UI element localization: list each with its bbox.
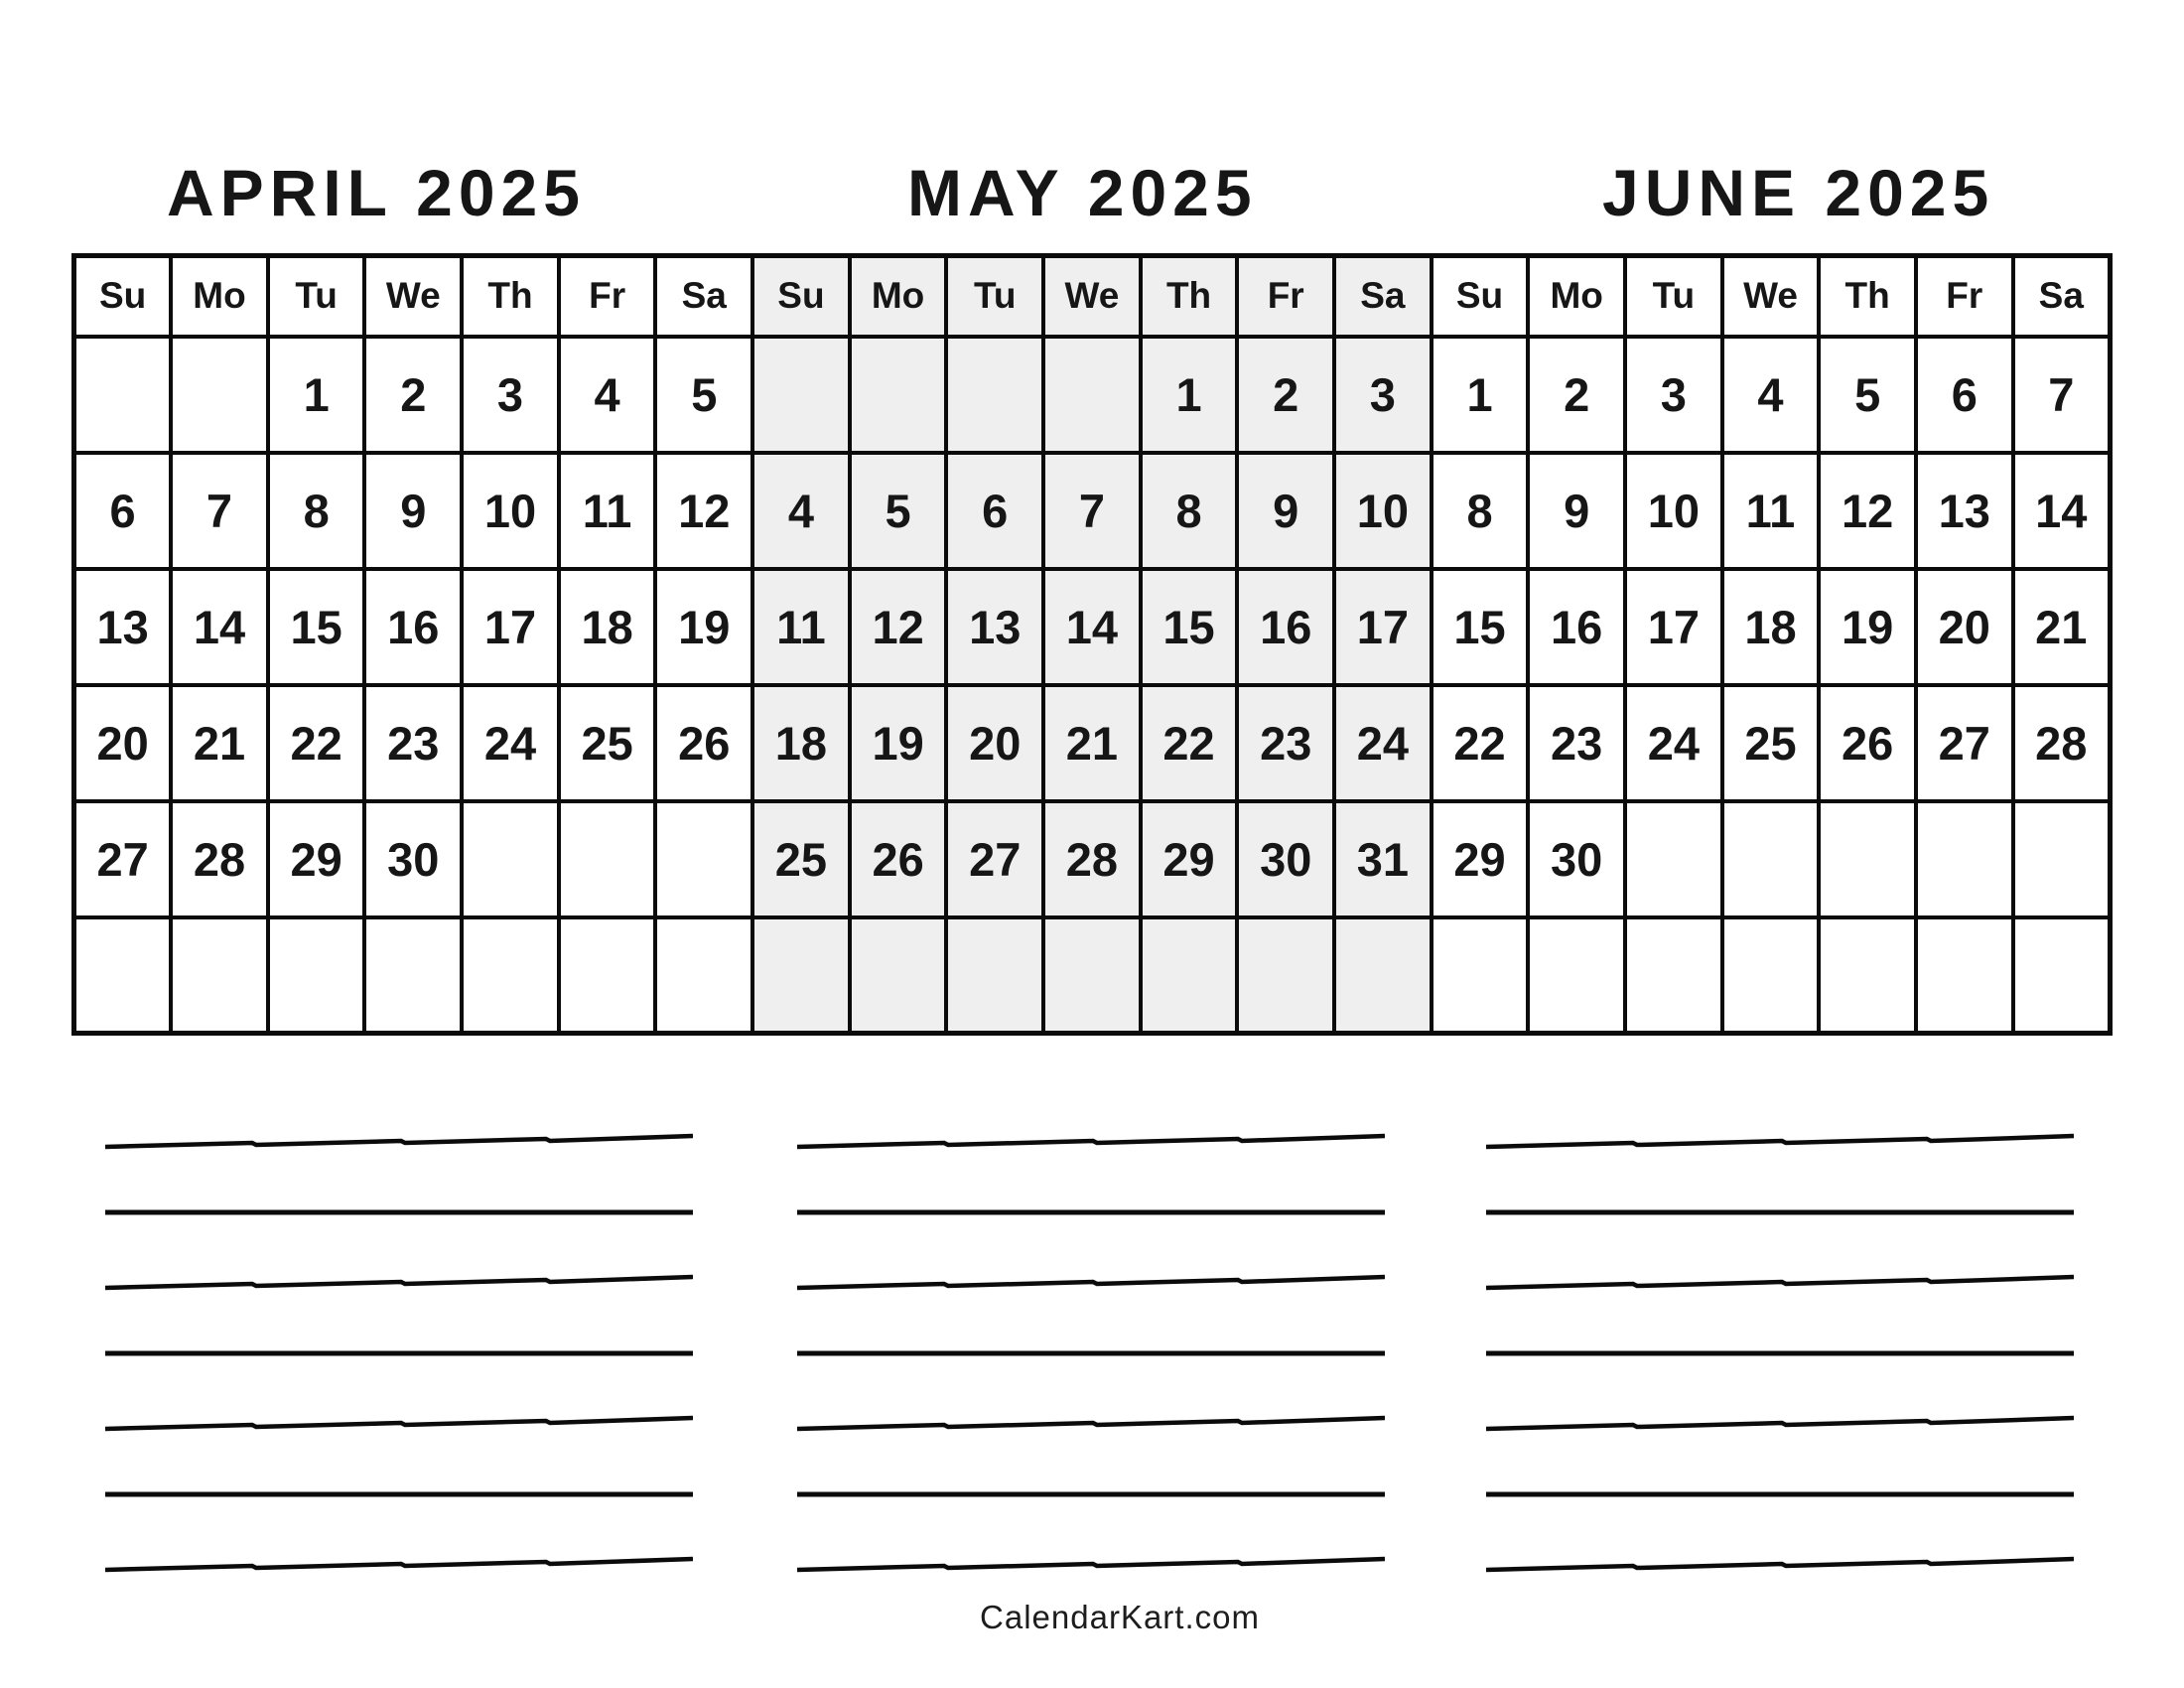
empty-date-cell [462,801,559,917]
weekday-header-cell: We [364,256,462,337]
date-cell: 17 [462,569,559,685]
weekday-header-cell: Tu [268,256,365,337]
weekday-header-cell: Mo [1528,256,1625,337]
date-cell: 9 [364,453,462,569]
date-cell: 4 [752,453,850,569]
date-cell: 27 [946,801,1043,917]
date-cell: 22 [1432,685,1529,801]
date-cell: 6 [1916,337,2013,453]
date-cell: 19 [1819,569,1916,685]
date-cell: 10 [1334,453,1432,569]
date-cell: 20 [946,685,1043,801]
empty-date-cell [752,917,850,1034]
date-cell: 14 [1043,569,1141,685]
empty-date-cell [946,917,1043,1034]
empty-date-cell [2013,917,2111,1034]
date-cell: 2 [1528,337,1625,453]
empty-date-cell [1916,917,2013,1034]
note-line [1486,1277,2074,1288]
weekday-header-cell: Th [1141,256,1238,337]
note-line [797,1559,1385,1570]
date-cell: 14 [2013,453,2111,569]
date-cell: 11 [559,453,656,569]
empty-date-cell [364,917,462,1034]
date-cell: 17 [1625,569,1722,685]
empty-date-cell [1625,917,1722,1034]
date-cell: 3 [1334,337,1432,453]
empty-date-cell [1819,801,1916,917]
note-line [797,1136,1385,1147]
date-cell: 7 [171,453,268,569]
date-cell: 13 [74,569,172,685]
date-cell: 12 [1819,453,1916,569]
date-cell: 30 [1237,801,1334,917]
weekday-header-cell: We [1722,256,1820,337]
notes-lines-june [1486,1127,2074,1574]
empty-date-cell [462,917,559,1034]
empty-date-cell [752,337,850,453]
empty-date-cell [946,337,1043,453]
date-cell: 5 [850,453,947,569]
note-line [105,1559,693,1570]
date-cell: 15 [268,569,365,685]
empty-date-cell [1237,917,1334,1034]
weekday-header-cell: Fr [1237,256,1334,337]
note-line [105,1418,693,1429]
date-cell: 19 [655,569,752,685]
empty-date-cell [171,917,268,1034]
date-cell: 1 [1432,337,1529,453]
date-cell: 14 [171,569,268,685]
date-cell: 30 [1528,801,1625,917]
date-cell: 16 [364,569,462,685]
date-cell: 21 [2013,569,2111,685]
date-cell: 29 [1141,801,1238,917]
weekday-header-cell: Th [1819,256,1916,337]
date-cell: 8 [268,453,365,569]
date-cell: 28 [2013,685,2111,801]
empty-date-cell [74,337,172,453]
date-cell: 29 [268,801,365,917]
date-cell: 27 [1916,685,2013,801]
date-cell: 15 [1141,569,1238,685]
empty-date-cell [850,337,947,453]
date-cell: 26 [1819,685,1916,801]
date-cell: 5 [655,337,752,453]
note-line [1486,1136,2074,1147]
date-cell: 2 [1237,337,1334,453]
weekday-header-cell: Tu [946,256,1043,337]
empty-date-cell [850,917,947,1034]
note-line [797,1418,1385,1429]
date-cell: 20 [74,685,172,801]
date-cell: 8 [1141,453,1238,569]
note-line [797,1277,1385,1288]
date-cell: 25 [752,801,850,917]
date-cell: 4 [559,337,656,453]
date-cell: 13 [946,569,1043,685]
date-cell: 5 [1819,337,1916,453]
date-cell: 19 [850,685,947,801]
weekday-header-cell: Sa [655,256,752,337]
empty-date-cell [1334,917,1432,1034]
weekday-header-cell: We [1043,256,1141,337]
date-cell: 27 [74,801,172,917]
date-cell: 4 [1722,337,1820,453]
date-cell: 18 [1722,569,1820,685]
empty-date-cell [2013,801,2111,917]
weekday-header-cell: Fr [559,256,656,337]
empty-date-cell [559,801,656,917]
date-cell: 22 [268,685,365,801]
empty-date-cell [655,801,752,917]
date-cell: 9 [1528,453,1625,569]
date-cell: 7 [1043,453,1141,569]
calendar-grid [71,253,2113,1036]
date-cell: 1 [268,337,365,453]
weekday-header-cell: Su [1432,256,1529,337]
empty-date-cell [171,337,268,453]
date-cell: 12 [850,569,947,685]
weekday-header-cell: Tu [1625,256,1722,337]
date-cell: 17 [1334,569,1432,685]
weekday-header-cell: Sa [1334,256,1432,337]
date-cell: 25 [559,685,656,801]
month-title-may: MAY 2025 [907,156,1258,229]
date-cell: 6 [946,453,1043,569]
date-cell: 20 [1916,569,2013,685]
date-cell: 24 [1625,685,1722,801]
date-cell: 15 [1432,569,1529,685]
date-cell: 23 [364,685,462,801]
note-line [1486,1559,2074,1570]
empty-date-cell [1916,801,2013,917]
empty-date-cell [74,917,172,1034]
date-cell: 6 [74,453,172,569]
date-cell: 26 [655,685,752,801]
date-cell: 24 [462,685,559,801]
date-cell: 16 [1237,569,1334,685]
empty-date-cell [268,917,365,1034]
date-cell: 23 [1528,685,1625,801]
empty-date-cell [1722,917,1820,1034]
empty-date-cell [1722,801,1820,917]
date-cell: 2 [364,337,462,453]
date-cell: 9 [1237,453,1334,569]
site-credit: CalendarKart.com [980,1599,1260,1635]
date-cell: 28 [1043,801,1141,917]
note-line [105,1277,693,1288]
notes-lines-may [797,1127,1385,1574]
date-cell: 16 [1528,569,1625,685]
date-cell: 10 [1625,453,1722,569]
date-cell: 18 [559,569,656,685]
date-cell: 23 [1237,685,1334,801]
date-cell: 28 [171,801,268,917]
date-cell: 26 [850,801,947,917]
empty-date-cell [655,917,752,1034]
empty-date-cell [1141,917,1238,1034]
month-title-june: JUNE 2025 [1602,156,1995,229]
weekday-header-cell: Su [752,256,850,337]
weekday-header-cell: Th [462,256,559,337]
notes-lines-april [105,1127,693,1574]
date-cell: 11 [752,569,850,685]
date-cell: 21 [1043,685,1141,801]
note-line [105,1136,693,1147]
month-title-april: APRIL 2025 [167,156,586,229]
date-cell: 12 [655,453,752,569]
date-cell: 3 [1625,337,1722,453]
date-cell: 21 [171,685,268,801]
date-cell: 7 [2013,337,2111,453]
date-cell: 1 [1141,337,1238,453]
empty-date-cell [1819,917,1916,1034]
date-cell: 30 [364,801,462,917]
date-cell: 24 [1334,685,1432,801]
empty-date-cell [1432,917,1529,1034]
empty-date-cell [1043,917,1141,1034]
weekday-header-cell: Mo [171,256,268,337]
weekday-header-cell: Sa [2013,256,2111,337]
date-cell: 18 [752,685,850,801]
date-cell: 29 [1432,801,1529,917]
empty-date-cell [559,917,656,1034]
empty-date-cell [1625,801,1722,917]
empty-date-cell [1043,337,1141,453]
date-cell: 3 [462,337,559,453]
weekday-header-cell: Fr [1916,256,2013,337]
date-cell: 13 [1916,453,2013,569]
date-cell: 11 [1722,453,1820,569]
note-line [1486,1418,2074,1429]
weekday-header-cell: Su [74,256,172,337]
empty-date-cell [1528,917,1625,1034]
weekday-header-cell: Mo [850,256,947,337]
date-cell: 31 [1334,801,1432,917]
date-cell: 10 [462,453,559,569]
date-cell: 22 [1141,685,1238,801]
date-cell: 8 [1432,453,1529,569]
date-cell: 25 [1722,685,1820,801]
